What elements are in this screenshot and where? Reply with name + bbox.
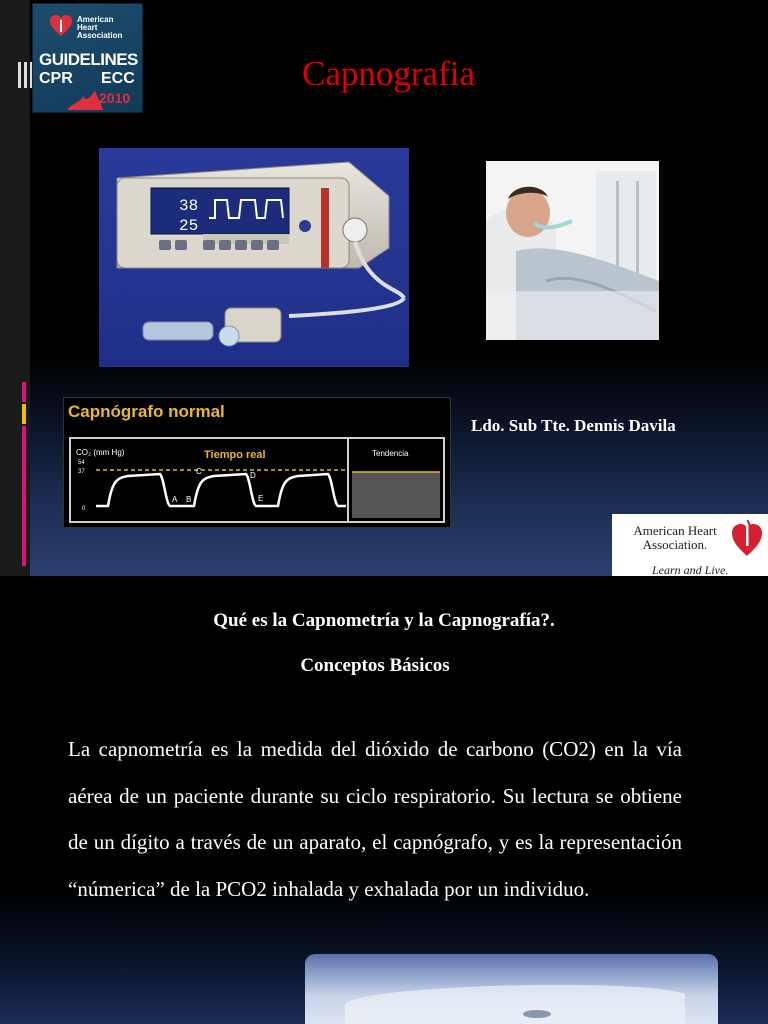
aha-name-line-2: Association. [642, 537, 708, 552]
tick-0: 0 [82, 506, 86, 512]
display-value-1: 38 [179, 197, 199, 215]
phase-label-e: E [258, 494, 264, 503]
phase-label-a: A [172, 495, 178, 504]
body-paragraph: La capnometría es la medida del dióxido de carbono (CO2) en la vía aérea de un paciente durante su ciclo respiratorio. Su lectura se obtiene de un dígito a través de un aparato, el capnógrafo, y es la representación “númerica” de la PCO2 inhalada y exhalada por un individuo. [68, 737, 682, 901]
guidelines-text: GUIDELINES [39, 50, 138, 69]
ecc-text: ECC [101, 70, 135, 87]
patient-illustration [486, 161, 659, 340]
org-line-2: Heart [77, 23, 98, 32]
trend-label: Tendencia [372, 449, 409, 458]
display-value-2: 25 [179, 217, 199, 235]
trend-area [352, 472, 440, 518]
phase-label-c: C [196, 467, 202, 476]
accent-bar-yellow [22, 404, 26, 424]
patient-photo [486, 161, 659, 340]
realtime-label: Tiempo real [204, 449, 266, 461]
phase-label-d: D [250, 471, 256, 480]
tick-54: 54 [78, 460, 85, 466]
aha-logo [612, 514, 768, 576]
author-name: Ldo. Sub Tte. Dennis Davila [471, 416, 676, 435]
slide-title: Capnografia [302, 54, 475, 93]
slide-2 [0, 576, 768, 1024]
axis-label: CO₂ (mm Hg) [76, 448, 125, 457]
year-text: 2010 [99, 90, 131, 106]
monitor-device-illustration [305, 954, 718, 1024]
subtitle-heading: Conceptos Básicos [300, 655, 450, 676]
guidelines-org-name [77, 16, 122, 40]
org-line-3: Association [77, 31, 123, 40]
capnogram-chart [63, 397, 451, 528]
question-heading: Qué es la Capnometría y la Capnografía?. [213, 610, 555, 631]
chart-title: Capnógrafo normal [68, 402, 225, 421]
monitor-device-partial [305, 954, 718, 1024]
accent-bar-pink [22, 382, 26, 402]
capnograph-device-illustration [99, 148, 409, 367]
aha-guidelines-logo [32, 3, 143, 113]
aha-name-line-1: American Heart [633, 523, 717, 538]
aha-tagline: Learn and Live. [652, 563, 729, 576]
phase-label-b: B [186, 495, 192, 504]
capnograph-device-photo [99, 148, 409, 367]
aha-heart-icon [730, 518, 764, 558]
aha-logo-name [620, 524, 730, 552]
cpr-text: CPR [39, 70, 73, 87]
accent-bar-pink-long [22, 426, 26, 566]
tick-37: 37 [78, 469, 85, 475]
heart-torch-icon [49, 14, 73, 38]
org-line-1: American [77, 15, 114, 24]
